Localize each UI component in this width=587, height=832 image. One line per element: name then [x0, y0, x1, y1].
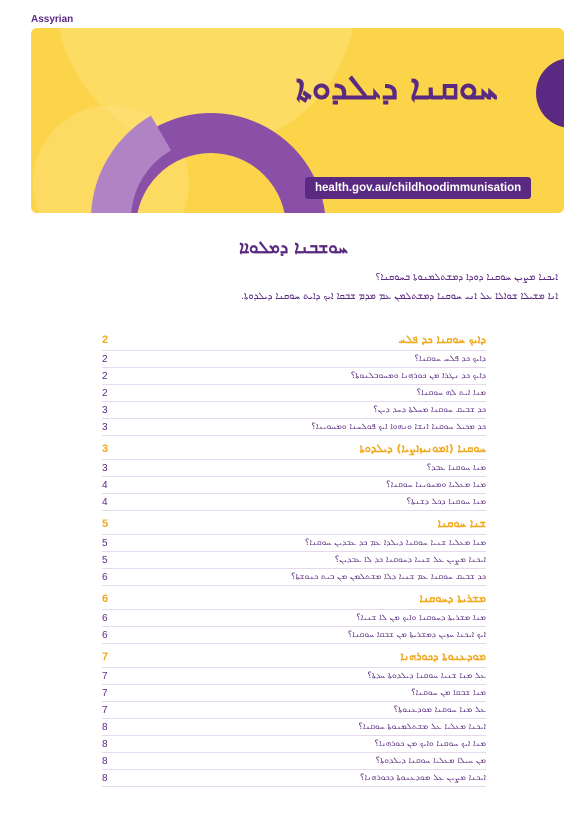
entry-title: ܡܢܐ ܫܒܩܐ ܡܢ ܚܘܩܢܐ؟: [411, 688, 486, 698]
page-number: 8: [102, 755, 108, 767]
table-of-contents: [102, 330, 486, 787]
entry-title: ܡܢܐ ܡܥܠܝܐ ܫܢܝܐ ܚܘܩܢܐ ܕܝܠܕܐ ܥܡ ܟܕ ܥܒܕܝܢ ܚܘܩܢܐ؟: [304, 538, 486, 548]
toc-section[interactable]: [102, 647, 486, 668]
page-number: 7: [102, 651, 109, 663]
banner-title: ܚܘܩܢܐ ܕܝܠܕܘܬܐ: [295, 68, 498, 108]
entry-title: ܟܕ ܫܒܝܩ ܚܘܩܢܐ ܥܡ ܫܢܝܐ ܕܠܐ ܡܫܬܠܡܢ ܡܢ ܒܝܬ ܟܢܘܫܬܐ؟: [291, 572, 486, 582]
intro-line-1: ܐܝܟܢܐ ܡܨܝܢ ܚܘܩܢܐ ܕܘܕܐ ܕܡܫܬܠܡܢܘܬܐ ܒܚܘܩܢܐ؟: [375, 272, 558, 283]
toc-section[interactable]: [102, 589, 486, 610]
entry-title: ܥܠ ܡܢܐ ܫܢܝܐ ܚܘܩܢܐ ܕܝܠܕܘܬܐ ܚܕܬܐ؟: [367, 671, 486, 681]
entry-title: ܟܕ ܡܟܝܠ ܚܘܩܢܐ ܐܢܫܐ ܘܢܗܘܐ ܐܝܟ ܦܘܠܚܢܐ ܘܡܚܘܝܢܐ؟: [311, 422, 486, 432]
entry-title: ܟܕ ܫܒܝܩ ܚܘܩܢܐ ܡܚܠܬܐ ܕܚܕ ܕܝܢ؟: [373, 405, 486, 415]
toc-entry[interactable]: [102, 685, 486, 702]
page-number: 5: [102, 537, 108, 549]
toc-entry[interactable]: [102, 385, 486, 402]
entry-title: ܐܝܟ ܐܝܟܢܐ ܚܙܝܢ ܕܡܫܪܝܬܐ ܡܢ ܫܒܩܐ ܚܘܩܢܐ؟: [347, 630, 486, 640]
entry-title: ܡܢ ܚܝܠܐ ܡܥܠܝܐ ܚܘܩܢܐ ܕܝܠܕܘܬܐ؟: [375, 756, 486, 766]
page-number: 6: [102, 593, 109, 605]
section-title: ܡܘܕܥܢܘܬܐ ܕܟܘܪܗܢܐ: [400, 650, 486, 663]
entry-title: ܥܠ ܡܢܐ ܚܘܩܢܐ ܡܘܕܥܢܘܬܐ؟: [393, 705, 486, 715]
toc-entry[interactable]: [102, 753, 486, 770]
page-number: 3: [102, 462, 108, 474]
toc-entry[interactable]: [102, 351, 486, 368]
toc-entry[interactable]: [102, 610, 486, 627]
toc-entry[interactable]: [102, 770, 486, 787]
entry-title: ܡܢܐ ܚܘܩܢܐ ܕܟܠ ܕܫܢܬܐ؟: [406, 497, 486, 507]
page-number: 7: [102, 687, 108, 699]
page-number: 4: [102, 479, 108, 491]
page-number: 7: [102, 670, 108, 682]
page-number: 8: [102, 721, 108, 733]
page-number: 3: [102, 404, 108, 416]
toc-entry[interactable]: [102, 552, 486, 569]
entry-title: ܡܢܐ ܐܝܬ ܠܗ ܚܘܩܢܐ؟: [416, 388, 486, 398]
entry-title: ܐܝܟܢܐ ܡܨܝܢ ܥܠ ܫܢܝܐ ܕܚܘܩܢܐ ܟܕ ܠܐ ܥܒܕܝܢ؟: [334, 555, 486, 565]
language-label: Assyrian: [31, 14, 74, 25]
toc-section[interactable]: [102, 439, 486, 460]
section-title: ܫܢܐ ܚܘܩܢܐ: [437, 517, 486, 530]
page-number: 3: [102, 443, 109, 455]
page-number: 6: [102, 571, 108, 583]
page-number: 2: [102, 387, 108, 399]
intro-line-2: ܐܢܐ ܡܫܝܠܐ ܫܘܐܠܐ ܥܠ ܐܢܝ ܚܘܩܢܐ ܕܡܫܬܠܡܢ ܥܡ ܡܕܡ ܫܒܩܐ ܐܝܟ ܕܐܝܬ ܚܘܩܢܐ ܕܝܠܕܘܬܐ.: [240, 291, 558, 302]
header-banner: [31, 28, 564, 213]
toc-entry[interactable]: [102, 569, 486, 586]
toc-entry[interactable]: [102, 719, 486, 736]
entry-title: ܡܢܐ ܡܫܪܝܬܐ ܕܚܘܩܢܐ ܘܐܝܟ ܡܢ ܠܐ ܫܢܝܐ؟: [356, 613, 486, 623]
toc-entry[interactable]: [102, 368, 486, 385]
page-number: 5: [102, 518, 109, 530]
toc-entry[interactable]: [102, 460, 486, 477]
page-number: 8: [102, 772, 108, 784]
entry-title: ܡܢܐ ܚܘܩܢܐ ܥܒܕ؟: [426, 463, 486, 473]
toc-entry[interactable]: [102, 702, 486, 719]
toc-section[interactable]: [102, 514, 486, 535]
toc-entry[interactable]: [102, 419, 486, 436]
toc-entry[interactable]: [102, 736, 486, 753]
toc-entry[interactable]: [102, 535, 486, 552]
contents-heading: ܚܘܫܒܢܐ ܕܡܠܘܐܐ: [239, 238, 348, 258]
page-number: 6: [102, 629, 108, 641]
entry-title: ܡܢܐ ܐܝܟ ܚܘܩܢܐ ܘܐܝܟ ܡܢ ܟܘܪܗܢܐ؟: [374, 739, 486, 749]
page-number: 3: [102, 421, 108, 433]
toc-entry[interactable]: [102, 668, 486, 685]
page-number: 6: [102, 612, 108, 624]
toc-entry[interactable]: [102, 477, 486, 494]
page-number: 5: [102, 554, 108, 566]
page-number: 2: [102, 334, 109, 346]
toc-entry[interactable]: [102, 402, 486, 419]
section-title: ܕܐܝܟ ܚܘܩܢܐ ܟܕ ܦܠܚ: [398, 333, 486, 346]
entry-title: ܕܐܝܟ ܟܕ ܢܛܪܐ ܡܢ ܟܘܪܗܢܐ ܘܡܚܘܒܠܢܘܬܐ؟: [350, 371, 486, 381]
page-number: 8: [102, 738, 108, 750]
entry-title: ܐܝܟܢܐ ܡܥܠܝܐ ܥܠ ܡܫܬܠܡܢܘܬܐ ܚܘܩܢܐ؟: [358, 722, 486, 732]
toc-section[interactable]: [102, 330, 486, 351]
entry-title: ܡܢܐ ܡܥܠܝܐ ܘܡܚܘܝܢܐ ܚܘܩܢܐ؟: [386, 480, 486, 490]
toc-entry[interactable]: [102, 494, 486, 511]
entry-title: ܕܐܝܟ ܟܕ ܦܠܚ ܚܘܩܢܐ؟: [414, 354, 486, 364]
section-title: ܡܫܪܝܬܐ ܕܚܘܩܢܐ: [419, 592, 486, 605]
website-url[interactable]: health.gov.au/childhoodimmunisation: [305, 177, 531, 199]
entry-title: ܐܝܟܢܐ ܡܨܝܢ ܥܠ ܡܘܕܥܢܘܬܐ ܕܟܘܪܗܢܐ؟: [359, 773, 486, 783]
page-number: 2: [102, 353, 108, 365]
page-number: 2: [102, 370, 108, 382]
section-title: ܚܘܩܢܐ (ܐܡܘܢܝܙܐܨܝܐ) ܕܝܠܕܘܬܐ: [359, 442, 486, 455]
page-number: 4: [102, 496, 108, 508]
page-number: 7: [102, 704, 108, 716]
toc-entry[interactable]: [102, 627, 486, 644]
